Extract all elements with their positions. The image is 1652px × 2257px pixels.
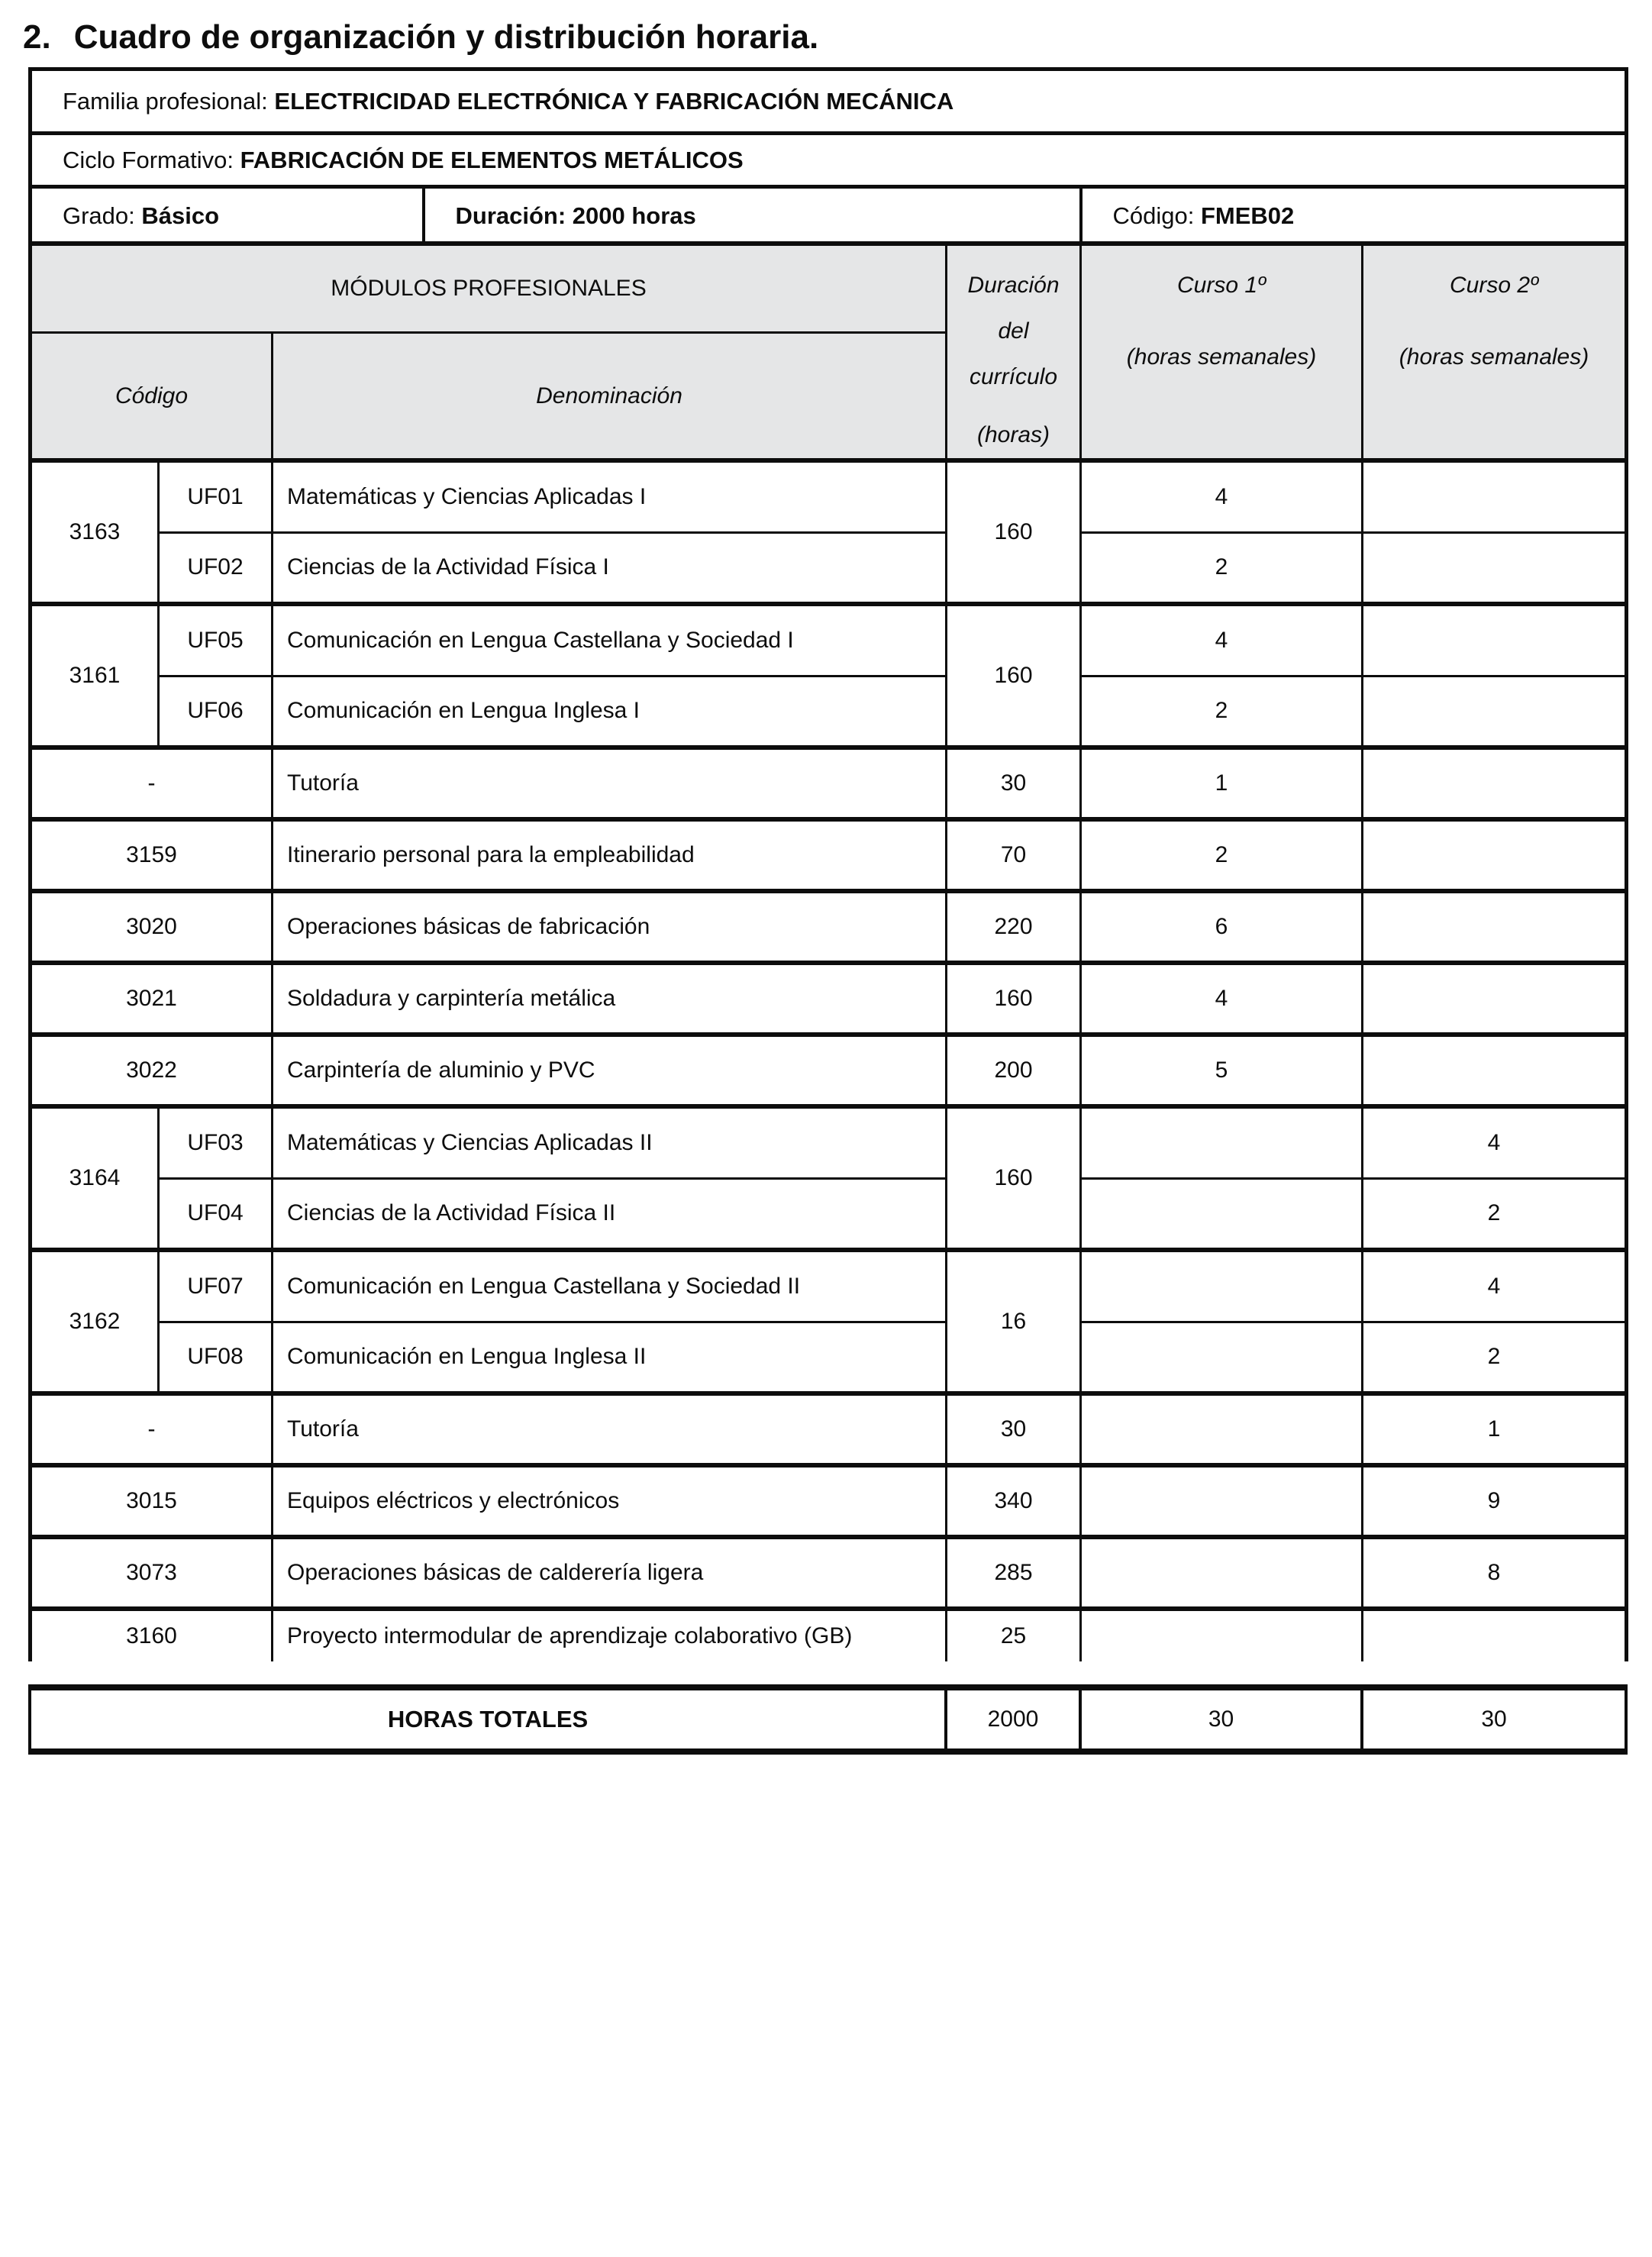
denominacion-column-header: Denominación bbox=[273, 333, 947, 460]
module-name-cell: Proyecto intermodular de aprendizaje colaborativo (GB) bbox=[273, 1609, 947, 1661]
section-title bbox=[23, 18, 818, 57]
codigo-value: FMEB02 bbox=[1200, 202, 1295, 229]
uf-code-cell: UF08 bbox=[159, 1322, 273, 1393]
curso1-hours-cell bbox=[1081, 1106, 1363, 1178]
program-info-table bbox=[28, 67, 1628, 244]
curso1-subtitle: (horas semanales) bbox=[1126, 344, 1317, 370]
module-row bbox=[31, 1393, 1627, 1465]
module-subrow bbox=[31, 1178, 1627, 1250]
curso2-hours-cell bbox=[1363, 460, 1627, 532]
duracion-line-3: currículo bbox=[969, 364, 1058, 389]
duration-cell: 340 bbox=[947, 1465, 1081, 1537]
ciclo-cell bbox=[31, 134, 1627, 187]
module-code-cell: 3022 bbox=[31, 1035, 273, 1106]
uf-code-cell: UF01 bbox=[159, 460, 273, 532]
ciclo-row bbox=[31, 134, 1627, 187]
module-name-cell: Matemáticas y Ciencias Aplicadas I bbox=[273, 460, 947, 532]
module-code-cell: 3020 bbox=[31, 891, 273, 963]
curso2-hours-cell: 8 bbox=[1363, 1537, 1627, 1609]
duration-cell: 160 bbox=[947, 963, 1081, 1035]
curso1-hours-cell: 6 bbox=[1081, 891, 1363, 963]
curso2-hours-cell bbox=[1363, 532, 1627, 604]
duration-cell: 160 bbox=[947, 1106, 1081, 1250]
curso2-hours-cell: 2 bbox=[1363, 1322, 1627, 1393]
duration-cell: 25 bbox=[947, 1609, 1081, 1661]
curso1-hours-cell bbox=[1081, 1250, 1363, 1322]
grado-label: Grado: bbox=[63, 202, 135, 229]
module-name-cell: Operaciones básicas de calderería ligera bbox=[273, 1537, 947, 1609]
module-name-cell: Comunicación en Lengua Castellana y Sociedad II bbox=[273, 1250, 947, 1322]
module-row bbox=[31, 963, 1627, 1035]
curso2-hours-cell: 9 bbox=[1363, 1465, 1627, 1537]
duracion-horas-label: (horas) bbox=[977, 422, 1050, 447]
curso2-hours-cell bbox=[1363, 747, 1627, 819]
familia-label: Familia profesional: bbox=[63, 87, 268, 115]
module-row bbox=[31, 747, 1627, 819]
module-code-cell: 3021 bbox=[31, 963, 273, 1035]
module-name-cell: Tutoría bbox=[273, 1393, 947, 1465]
curso2-hours-cell bbox=[1363, 604, 1627, 676]
section-number: 2. bbox=[23, 18, 51, 56]
curso2-hours-cell bbox=[1363, 891, 1627, 963]
module-row bbox=[31, 1035, 1627, 1106]
grado-cell bbox=[31, 187, 424, 244]
curso2-hours-cell bbox=[1363, 676, 1627, 747]
curso2-header bbox=[1363, 244, 1627, 460]
duration-cell: 30 bbox=[947, 1393, 1081, 1465]
curso1-hours-cell: 5 bbox=[1081, 1035, 1363, 1106]
module-code-cell: 3160 bbox=[31, 1609, 273, 1661]
module-code-cell: 3163 bbox=[31, 460, 159, 604]
duration-cell: 220 bbox=[947, 891, 1081, 963]
module-row bbox=[31, 1250, 1627, 1322]
module-name-cell: Tutoría bbox=[273, 747, 947, 819]
module-subrow bbox=[31, 676, 1627, 747]
module-code-cell: 3162 bbox=[31, 1250, 159, 1393]
module-code-cell: 3159 bbox=[31, 819, 273, 891]
module-name-cell: Equipos eléctricos y electrónicos bbox=[273, 1465, 947, 1537]
curso2-hours-cell: 1 bbox=[1363, 1393, 1627, 1465]
curso2-hours-cell bbox=[1363, 1609, 1627, 1661]
duration-cell: 200 bbox=[947, 1035, 1081, 1106]
duracion-cell bbox=[424, 187, 1081, 244]
module-code-cell: 3015 bbox=[31, 1465, 273, 1537]
header-row-modulos bbox=[31, 244, 1627, 333]
duration-cell: 160 bbox=[947, 460, 1081, 604]
codigo-column-header: Código bbox=[31, 333, 273, 460]
curso2-hours-cell bbox=[1363, 1035, 1627, 1106]
codigo-label: Código: bbox=[1112, 202, 1195, 229]
module-subrow bbox=[31, 1322, 1627, 1393]
module-name-cell: Operaciones básicas de fabricación bbox=[273, 891, 947, 963]
duration-cell: 285 bbox=[947, 1537, 1081, 1609]
module-subrow bbox=[31, 532, 1627, 604]
uf-code-cell: UF06 bbox=[159, 676, 273, 747]
grado-row bbox=[31, 187, 1627, 244]
duration-cell: 160 bbox=[947, 604, 1081, 747]
curso1-hours-cell: 2 bbox=[1081, 676, 1363, 747]
curso1-hours-cell: 4 bbox=[1081, 460, 1363, 532]
module-rows bbox=[31, 460, 1627, 1661]
duracion-curriculo-header bbox=[947, 244, 1081, 460]
module-name-cell: Soldadura y carpintería metálica bbox=[273, 963, 947, 1035]
curso1-hours-cell bbox=[1081, 1322, 1363, 1393]
curso2-subtitle: (horas semanales) bbox=[1399, 344, 1589, 370]
module-code-cell: - bbox=[31, 747, 273, 819]
module-name-cell: Ciencias de la Actividad Física I bbox=[273, 532, 947, 604]
module-name-cell: Comunicación en Lengua Inglesa II bbox=[273, 1322, 947, 1393]
curso1-hours-cell bbox=[1081, 1537, 1363, 1609]
uf-code-cell: UF07 bbox=[159, 1250, 273, 1322]
module-name-cell: Itinerario personal para la empleabilidad bbox=[273, 819, 947, 891]
duracion-line-1: Duración bbox=[967, 273, 1060, 298]
curso1-header bbox=[1081, 244, 1363, 460]
curso2-hours-cell bbox=[1363, 963, 1627, 1035]
totals-row bbox=[30, 1687, 1626, 1752]
curso1-hours-cell bbox=[1081, 1393, 1363, 1465]
duration-cell: 16 bbox=[947, 1250, 1081, 1393]
uf-code-cell: UF03 bbox=[159, 1106, 273, 1178]
ciclo-value: FABRICACIÓN DE ELEMENTOS METÁLICOS bbox=[240, 146, 744, 173]
horas-totales-table bbox=[28, 1684, 1628, 1755]
module-code-cell: 3161 bbox=[31, 604, 159, 747]
modulos-header: MÓDULOS PROFESIONALES bbox=[31, 244, 947, 333]
module-name-cell: Ciencias de la Actividad Física II bbox=[273, 1178, 947, 1250]
duration-cell: 30 bbox=[947, 747, 1081, 819]
curso1-hours-cell bbox=[1081, 1465, 1363, 1537]
totals-duracion-cell: 2000 bbox=[946, 1687, 1080, 1752]
totals-curso1-cell: 30 bbox=[1080, 1687, 1362, 1752]
section-title-text: Cuadro de organización y distribución horaria. bbox=[73, 18, 819, 56]
familia-cell bbox=[31, 69, 1627, 134]
module-name-cell: Carpintería de aluminio y PVC bbox=[273, 1035, 947, 1106]
duration-cell: 70 bbox=[947, 819, 1081, 891]
curso2-hours-cell bbox=[1363, 819, 1627, 891]
module-code-cell: - bbox=[31, 1393, 273, 1465]
curso2-hours-cell: 4 bbox=[1363, 1250, 1627, 1322]
codigo-cell bbox=[1081, 187, 1627, 244]
curso1-title: Curso 1º bbox=[1177, 273, 1266, 298]
module-name-cell: Matemáticas y Ciencias Aplicadas II bbox=[273, 1106, 947, 1178]
curso1-hours-cell: 2 bbox=[1081, 819, 1363, 891]
uf-code-cell: UF04 bbox=[159, 1178, 273, 1250]
totals-curso2-cell: 30 bbox=[1362, 1687, 1626, 1752]
module-row bbox=[31, 891, 1627, 963]
curso1-hours-cell bbox=[1081, 1178, 1363, 1250]
ciclo-label: Ciclo Formativo: bbox=[63, 146, 234, 173]
curso1-hours-cell: 1 bbox=[1081, 747, 1363, 819]
module-name-cell: Comunicación en Lengua Inglesa I bbox=[273, 676, 947, 747]
curso1-hours-cell: 4 bbox=[1081, 604, 1363, 676]
module-code-cell: 3073 bbox=[31, 1537, 273, 1609]
module-row bbox=[31, 1465, 1627, 1537]
module-row bbox=[31, 1609, 1627, 1661]
curso1-hours-cell: 4 bbox=[1081, 963, 1363, 1035]
horario-table bbox=[28, 241, 1628, 1661]
curso2-title: Curso 2º bbox=[1450, 273, 1539, 298]
curso2-hours-cell: 4 bbox=[1363, 1106, 1627, 1178]
familia-value: ELECTRICIDAD ELECTRÓNICA Y FABRICACIÓN MECÁNICA bbox=[274, 87, 954, 115]
duracion-line-2: del bbox=[998, 318, 1029, 344]
module-row bbox=[31, 819, 1627, 891]
module-row bbox=[31, 1106, 1627, 1178]
grado-value: Básico bbox=[141, 202, 220, 229]
totals-label-cell: HORAS TOTALES bbox=[30, 1687, 946, 1752]
uf-code-cell: UF05 bbox=[159, 604, 273, 676]
module-code-cell: 3164 bbox=[31, 1106, 159, 1250]
curso2-hours-cell: 2 bbox=[1363, 1178, 1627, 1250]
module-row bbox=[31, 460, 1627, 532]
module-name-cell: Comunicación en Lengua Castellana y Sociedad I bbox=[273, 604, 947, 676]
module-row bbox=[31, 1537, 1627, 1609]
familia-row bbox=[31, 69, 1627, 134]
module-row bbox=[31, 604, 1627, 676]
duracion-text: Duración: 2000 horas bbox=[455, 202, 696, 229]
curso1-hours-cell bbox=[1081, 1609, 1363, 1661]
curso1-hours-cell: 2 bbox=[1081, 532, 1363, 604]
uf-code-cell: UF02 bbox=[159, 532, 273, 604]
